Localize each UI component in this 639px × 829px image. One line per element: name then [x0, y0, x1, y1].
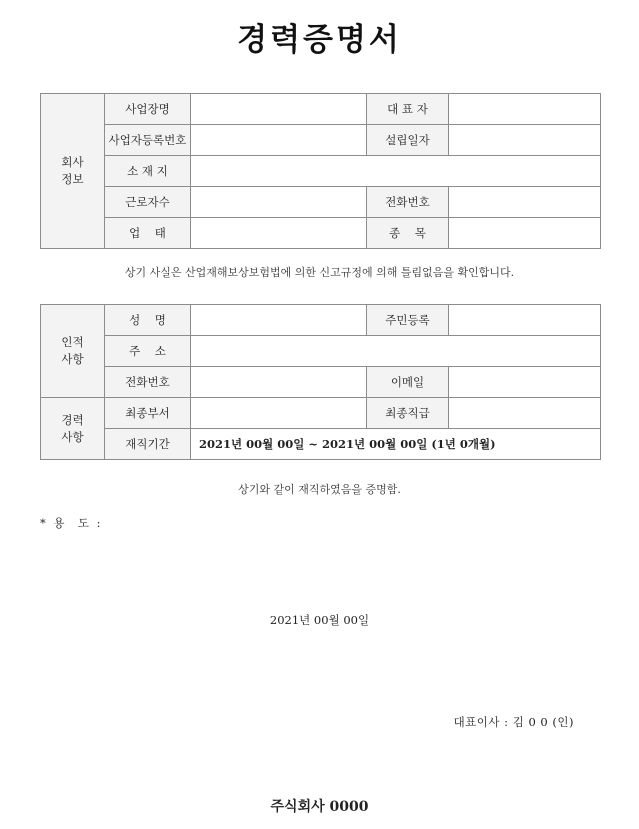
personal-phone-field[interactable] [191, 367, 367, 398]
issue-date: 2021년 00월 00일 [269, 613, 370, 627]
business-name-field[interactable] [191, 94, 367, 125]
address-field[interactable] [191, 336, 601, 367]
business-reg-number-field[interactable] [191, 125, 367, 156]
business-item-label: 종 목 [367, 218, 449, 249]
purpose-label: * 용 도 : [40, 516, 103, 530]
email-field[interactable] [449, 367, 601, 398]
company-phone-field[interactable] [449, 187, 601, 218]
company-section-text: 회사 정보 [61, 155, 84, 186]
location-field[interactable] [191, 156, 601, 187]
representative-field[interactable] [449, 94, 601, 125]
document-title: 경력증명서 [237, 22, 402, 58]
certification-note: 상기와 같이 재직하였음을 증명함. [238, 483, 401, 496]
issuing-company-name: 주식회사 0000 [270, 799, 369, 815]
established-date-label: 설립일자 [367, 125, 449, 156]
last-position-field[interactable] [449, 398, 601, 429]
employee-count-field[interactable] [191, 187, 367, 218]
name-label: 성 명 [105, 305, 191, 336]
email-label: 이메일 [367, 367, 449, 398]
business-reg-number-label: 사업자등록번호 [105, 125, 191, 156]
company-phone-label: 전화번호 [367, 187, 449, 218]
confirmation-note: 상기 사실은 산업재해보상보험법에 의한 신고규정에 의해 틀림없음을 확인합니다. [124, 266, 515, 279]
career-section-text: 경력 사항 [61, 412, 84, 444]
established-date-field[interactable] [449, 125, 601, 156]
resident-number-label: 주민등록 [367, 305, 449, 336]
location-label: 소 재 지 [105, 156, 191, 187]
employment-period-label: 재직기간 [105, 429, 191, 460]
personal-career-table [40, 304, 601, 460]
business-item-field[interactable] [449, 218, 601, 249]
representative-signature: 대표이사 : 김 0 0 (인) [453, 715, 574, 729]
business-type-field[interactable] [191, 218, 367, 249]
purpose-line [40, 515, 103, 531]
personal-section-label [41, 305, 105, 398]
career-section-label [41, 398, 105, 460]
representative-label: 대 표 자 [367, 94, 449, 125]
last-department-label: 최종부서 [105, 398, 191, 429]
company-info-table [40, 93, 601, 249]
employee-count-label: 근로자수 [105, 187, 191, 218]
address-label: 주 소 [105, 336, 191, 367]
name-field[interactable] [191, 305, 367, 336]
employment-period-field[interactable]: 2021년 00월 00일 ~ 2021년 00월 00일 (1년 0개월) [191, 429, 601, 460]
personal-phone-label: 전화번호 [105, 367, 191, 398]
resident-number-field[interactable] [449, 305, 601, 336]
last-position-label: 최종직급 [367, 398, 449, 429]
business-type-label: 업 태 [105, 218, 191, 249]
business-name-label: 사업장명 [105, 94, 191, 125]
last-department-field[interactable] [191, 398, 367, 429]
personal-section-text: 인적 사항 [61, 335, 84, 366]
company-section-label [41, 94, 105, 249]
